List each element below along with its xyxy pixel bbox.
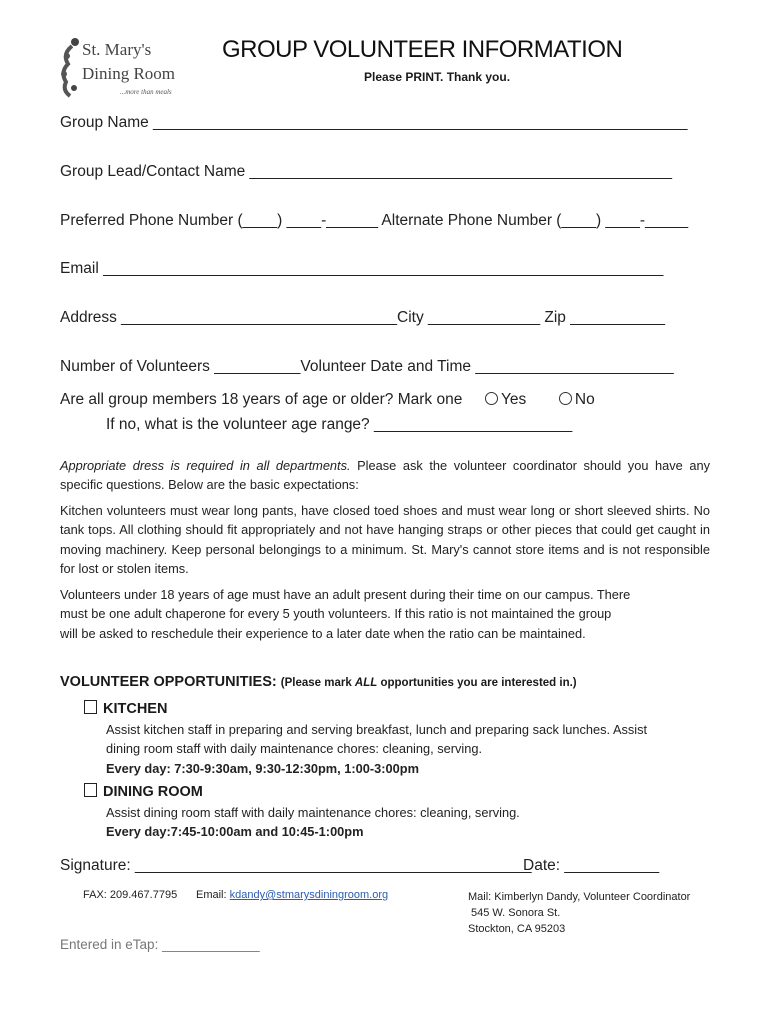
opportunities-heading: [60, 674, 577, 690]
kitchen-rules-paragraph: [60, 501, 710, 579]
yes-radio-icon[interactable]: [485, 392, 498, 405]
no-label: No: [574, 391, 595, 408]
no-option[interactable]: [559, 391, 595, 408]
age-question-label: Are all group members 18 years of age or older? Mark one: [60, 391, 463, 408]
logo-line2: Dining Room: [82, 64, 176, 83]
page-subtitle: Please PRINT. Thank you.: [364, 70, 511, 84]
etap-field[interactable]: Entered in eTap: _____________: [60, 937, 260, 952]
mail-line3: Stockton, CA 95203: [468, 923, 566, 935]
under18-line2: must be one adult chaperone for every 5 youth volunteers. If this ratio is not maintained the group: [60, 606, 612, 622]
group-name-field[interactable]: Group Name ______________________________________________________________: [60, 114, 688, 131]
kitchen-desc-line1: Assist kitchen staff in preparing and serving breakfast, lunch and preparing sack lunches. Assist: [106, 722, 648, 737]
under18-paragraph: [60, 585, 710, 643]
kitchen-hours: Every day: 7:30-9:30am, 9:30-12:30pm, 1:00-3:00pm: [106, 760, 419, 776]
signature-field[interactable]: Signature: ______________________________________________: [60, 857, 532, 874]
dress-paragraph: [60, 456, 710, 495]
logo-tagline: ...more than meals: [120, 88, 172, 96]
under18-line3: will be asked to reschedule their experience to a later date when the ratio can be maintained.: [60, 625, 586, 641]
no-radio-icon[interactable]: [559, 392, 572, 405]
dress-italic: Appropriate dress is required in all departments.: [60, 458, 351, 473]
email-label: Email:: [196, 889, 230, 901]
dining-option[interactable]: [84, 783, 203, 800]
age-range-field[interactable]: If no, what is the volunteer age range? _______________________: [106, 416, 573, 433]
yes-label: Yes: [500, 391, 527, 408]
kitchen-desc-line2: dining room staff with daily maintenance chores: cleaning, serving.: [106, 741, 483, 757]
logo-line1: St. Mary's: [82, 40, 152, 59]
date-field[interactable]: Date: ___________: [523, 857, 660, 874]
kitchen-option[interactable]: [84, 700, 167, 717]
mail-line2: 545 W. Sonora St.: [471, 907, 561, 919]
volunteers-field[interactable]: Number of Volunteers __________Volunteer Date and Time _______________________: [60, 358, 674, 375]
address-field[interactable]: Address ________________________________City _____________ Zip ___________: [60, 309, 666, 326]
opportunities-title: VOLUNTEER OPPORTUNITIES:: [60, 674, 277, 690]
phone-field[interactable]: Preferred Phone Number (____) ____-______ Alternate Phone Number (____) ____-_____: [60, 212, 689, 229]
mail-line1: Mail: Kimberlyn Dandy, Volunteer Coordinator: [468, 891, 691, 903]
opportunities-note: (Please mark ALL opportunities you are interested in.): [280, 677, 577, 689]
kitchen-rules-text: Kitchen volunteers must wear long pants, have closed toed shoes and must wear long or short sleeved shirts. No tank tops. All clothing should fit appropriately and not have hanging straps or other pieces that could get caught in moving machinery. Keep personal belongings to a minimum. St. Mary's cannot store items and is not responsible for lost or stolen items.: [60, 503, 710, 577]
email-contact: [196, 889, 388, 901]
contact-name-field[interactable]: Group Lead/Contact Name _________________________________________________: [60, 163, 672, 180]
logo-figures-icon: [58, 36, 84, 98]
age-question-row: [60, 391, 595, 409]
under18-line1: Volunteers under 18 years of age must have an adult present during their time on our campus. There: [60, 587, 631, 602]
email-field[interactable]: Email _________________________________________________________________: [60, 260, 664, 277]
kitchen-label: KITCHEN: [103, 701, 168, 717]
dining-checkbox-icon[interactable]: [84, 783, 97, 797]
kitchen-description: [106, 720, 647, 778]
dining-description: [106, 803, 520, 842]
dress-rest: Please ask the volunteer coordinator should you have any specific questions. Below are the basic expectations:: [60, 458, 710, 493]
page-title: GROUP VOLUNTEER INFORMATION: [222, 36, 623, 63]
dining-label: DINING ROOM: [103, 784, 203, 800]
dining-desc-line1: Assist dining room staff with daily maintenance chores: cleaning, serving.: [106, 805, 520, 820]
mail-address: [468, 889, 690, 937]
fax-text: FAX: 209.467.7795: [83, 889, 178, 901]
logo: [58, 36, 178, 100]
yes-option[interactable]: [485, 391, 526, 408]
email-link[interactable]: kdandy@stmarysdiningroom.org: [229, 889, 389, 901]
dining-hours: Every day:7:45-10:00am and 10:45-1:00pm: [106, 824, 364, 840]
kitchen-checkbox-icon[interactable]: [84, 700, 97, 714]
